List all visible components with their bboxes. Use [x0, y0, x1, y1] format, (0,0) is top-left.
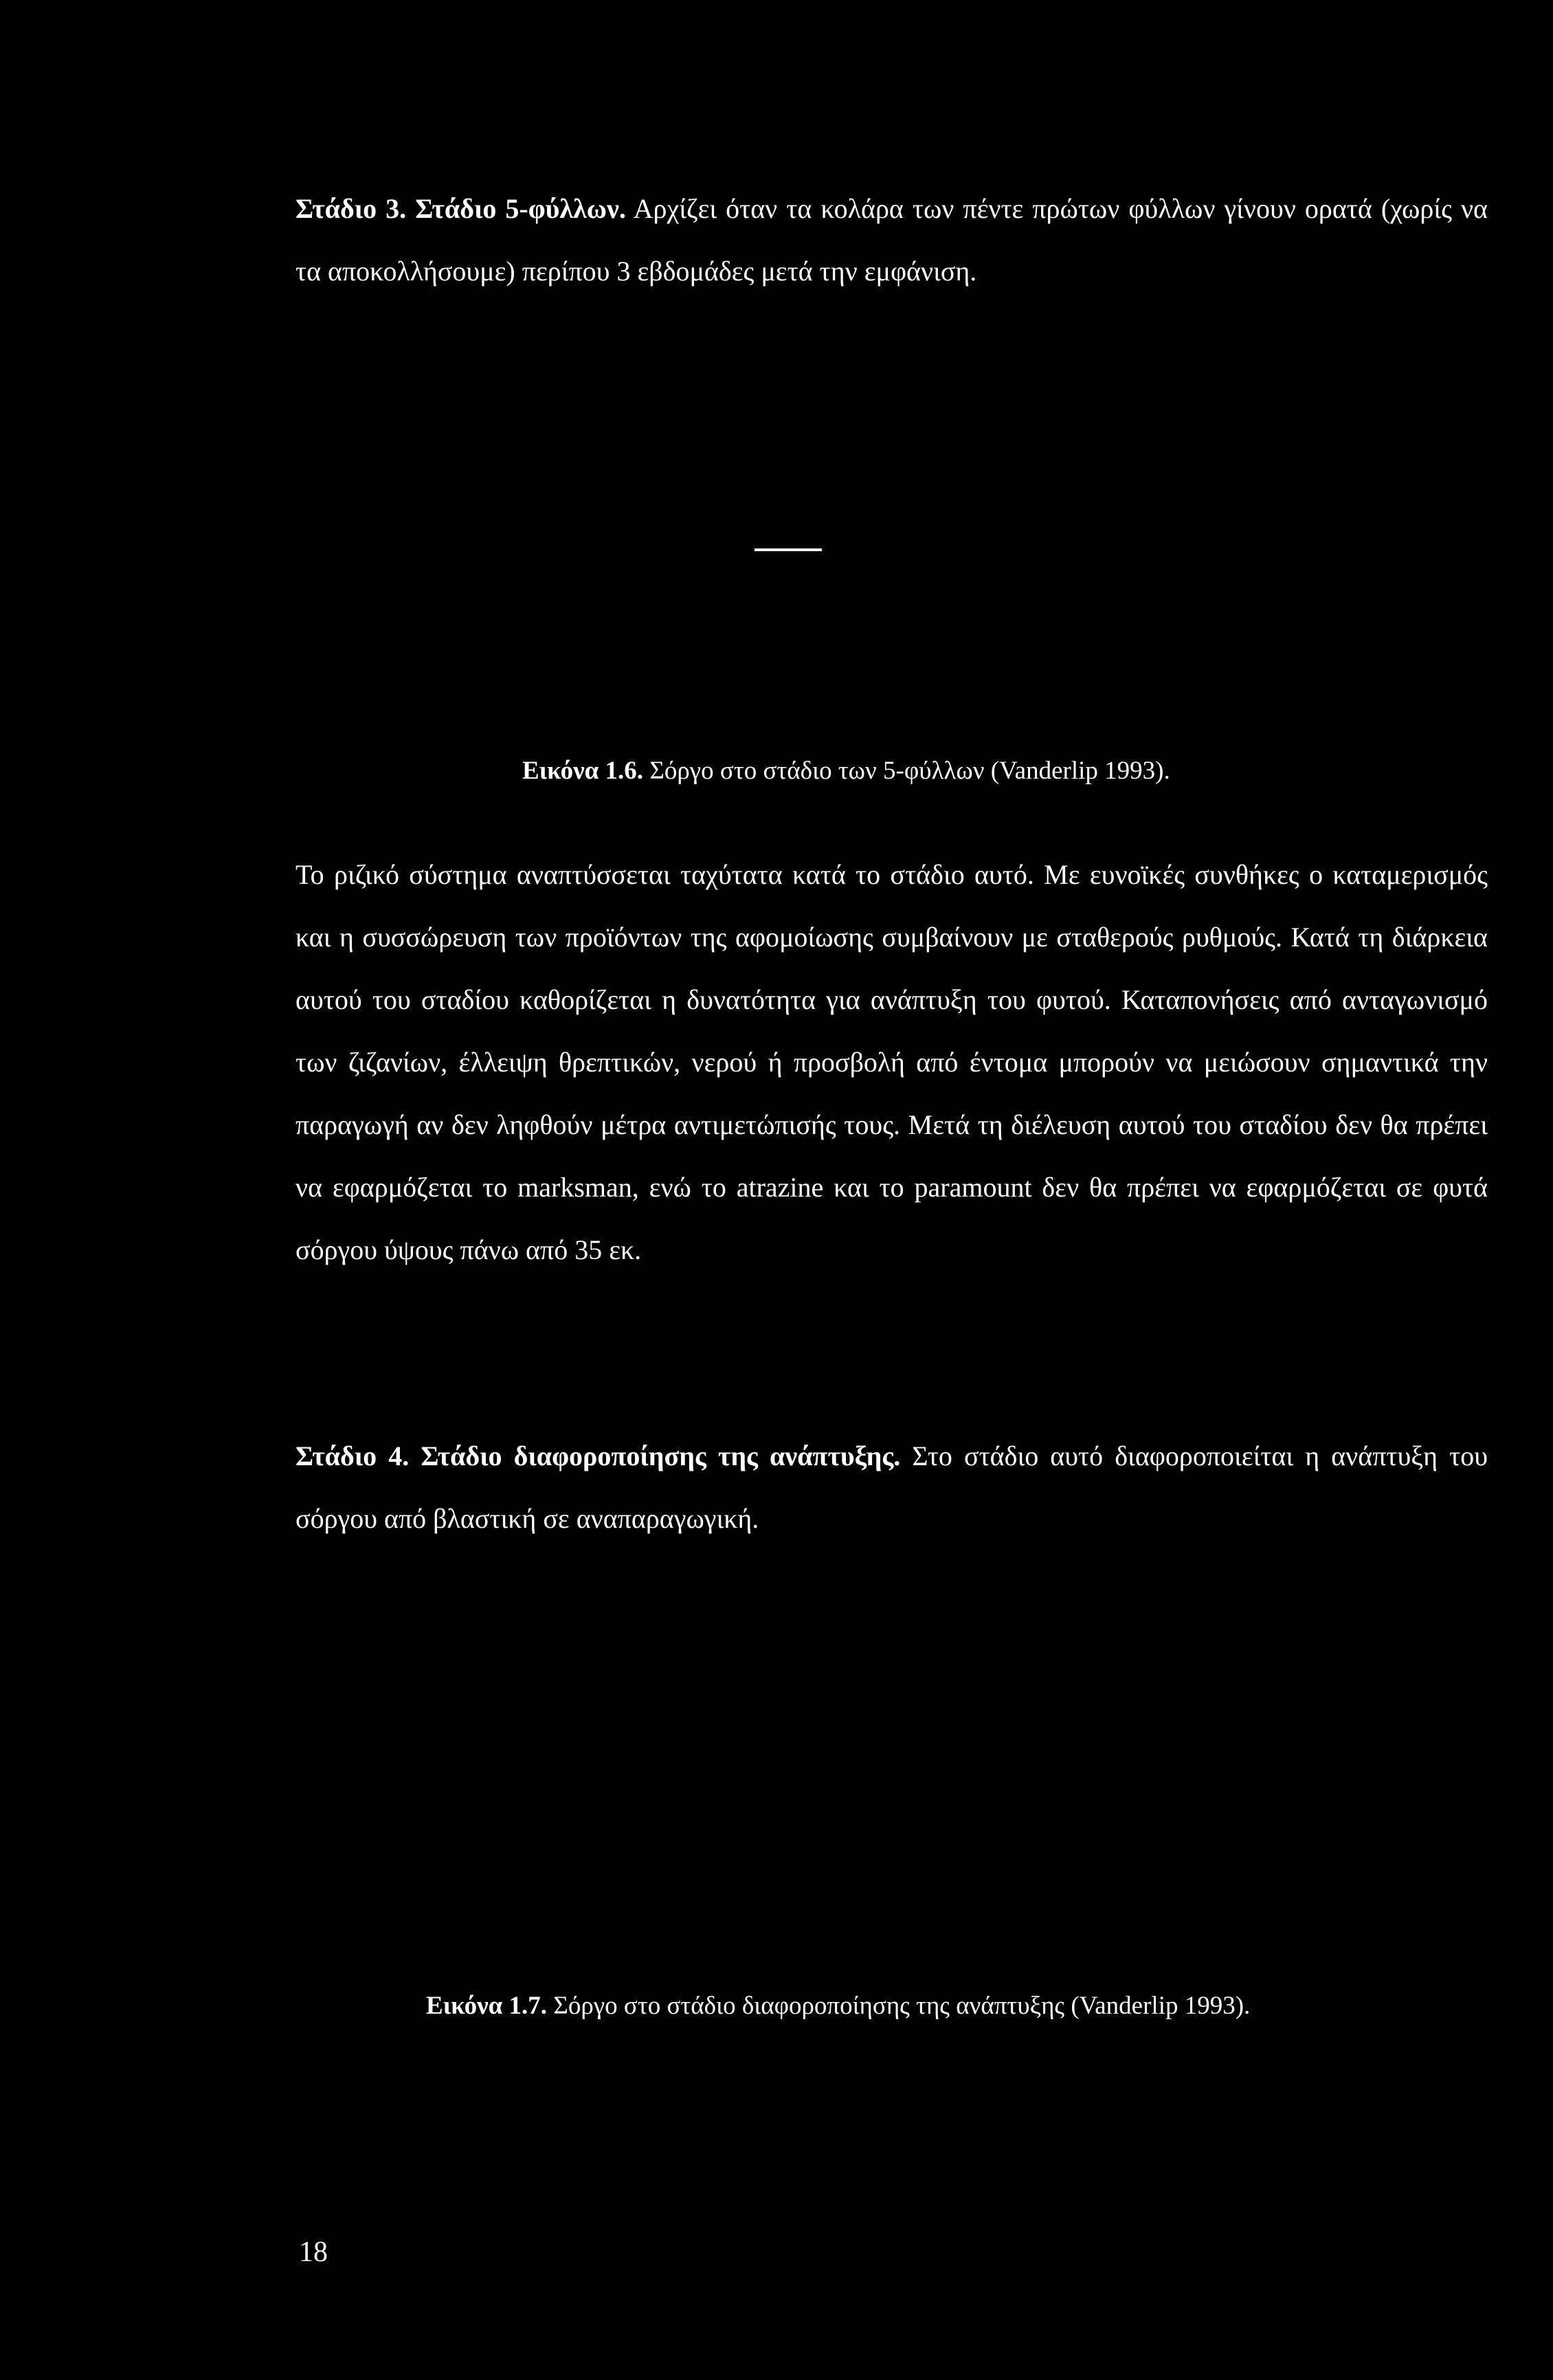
figure-1-7-caption-text: Σόργο στο στάδιο διαφοροποίησης της ανάπτυξης (Vanderlip 1993). — [547, 1992, 1251, 2020]
stage-3-text: Αρχίζει όταν τα κολάρα των πέντε πρώτων φύλλων γίνουν ορατά (χωρίς να τα αποκολλήσουμε) περίπου 3 εβδομάδες μετά την εμφάνιση. — [295, 193, 1488, 287]
paragraph-stage-3 — [295, 177, 1488, 302]
figure-1-7-label: Εικόνα 1.7. — [426, 1992, 548, 2020]
stage-3-heading: Στάδιο 3. Στάδιο 5-φύλλων. — [295, 193, 626, 224]
stage-4-heading: Στάδιο 4. Στάδιο διαφοροποίησης της ανάπτυξης. — [295, 1441, 901, 1471]
figure-1-7-caption — [426, 1990, 1250, 2023]
figure-1-6-label: Εικόνα 1.6. — [522, 757, 644, 785]
figure-1-6-caption — [522, 755, 1170, 788]
paragraph-stage-4 — [295, 1425, 1488, 1550]
figure-1-6-caption-text: Σόργο στο στάδιο των 5-φύλλων (Vanderlip 1993). — [643, 757, 1170, 785]
page-number: 18 — [299, 2236, 328, 2268]
figure-1-6-placeholder-mark — [755, 548, 822, 551]
root-system-text: Το ριζικό σύστημα αναπτύσσεται ταχύτατα κατά το στάδιο αυτό. Με ευνοϊκές συνθήκες ο καταμερισμός και η συσσώρευση των προϊόντων της αφομοίωσης συμβαίνουν με σταθερούς ρυθμούς. Κατά τη διάρκεια αυτού του σταδίου καθορίζεται η δυνατότητα για ανάπτυξη του φυτού. Καταπονήσεις από ανταγωνισμό των ζιζανίων, έλλειψη θρεπτικών, νερού ή προσβολή από έντομα μπορούν να μειώσουν σημαντικά την παραγωγή αν δεν ληφθούν μέτρα αντιμετώπισής τους. Μετά τη διέλευση αυτού του σταδίου δεν θα πρέπει να εφαρμόζεται το marksman, ενώ το atrazine και το paramount δεν θα πρέπει να εφαρμόζεται σε φυτά σόργου ύψους πάνω από 35 εκ. — [295, 859, 1488, 1265]
paragraph-root-system — [295, 843, 1488, 1281]
stage-4-text: Στο στάδιο αυτό διαφοροποιείται η ανάπτυξη του σόργου από βλαστική σε αναπαραγωγική. — [295, 1441, 1488, 1534]
